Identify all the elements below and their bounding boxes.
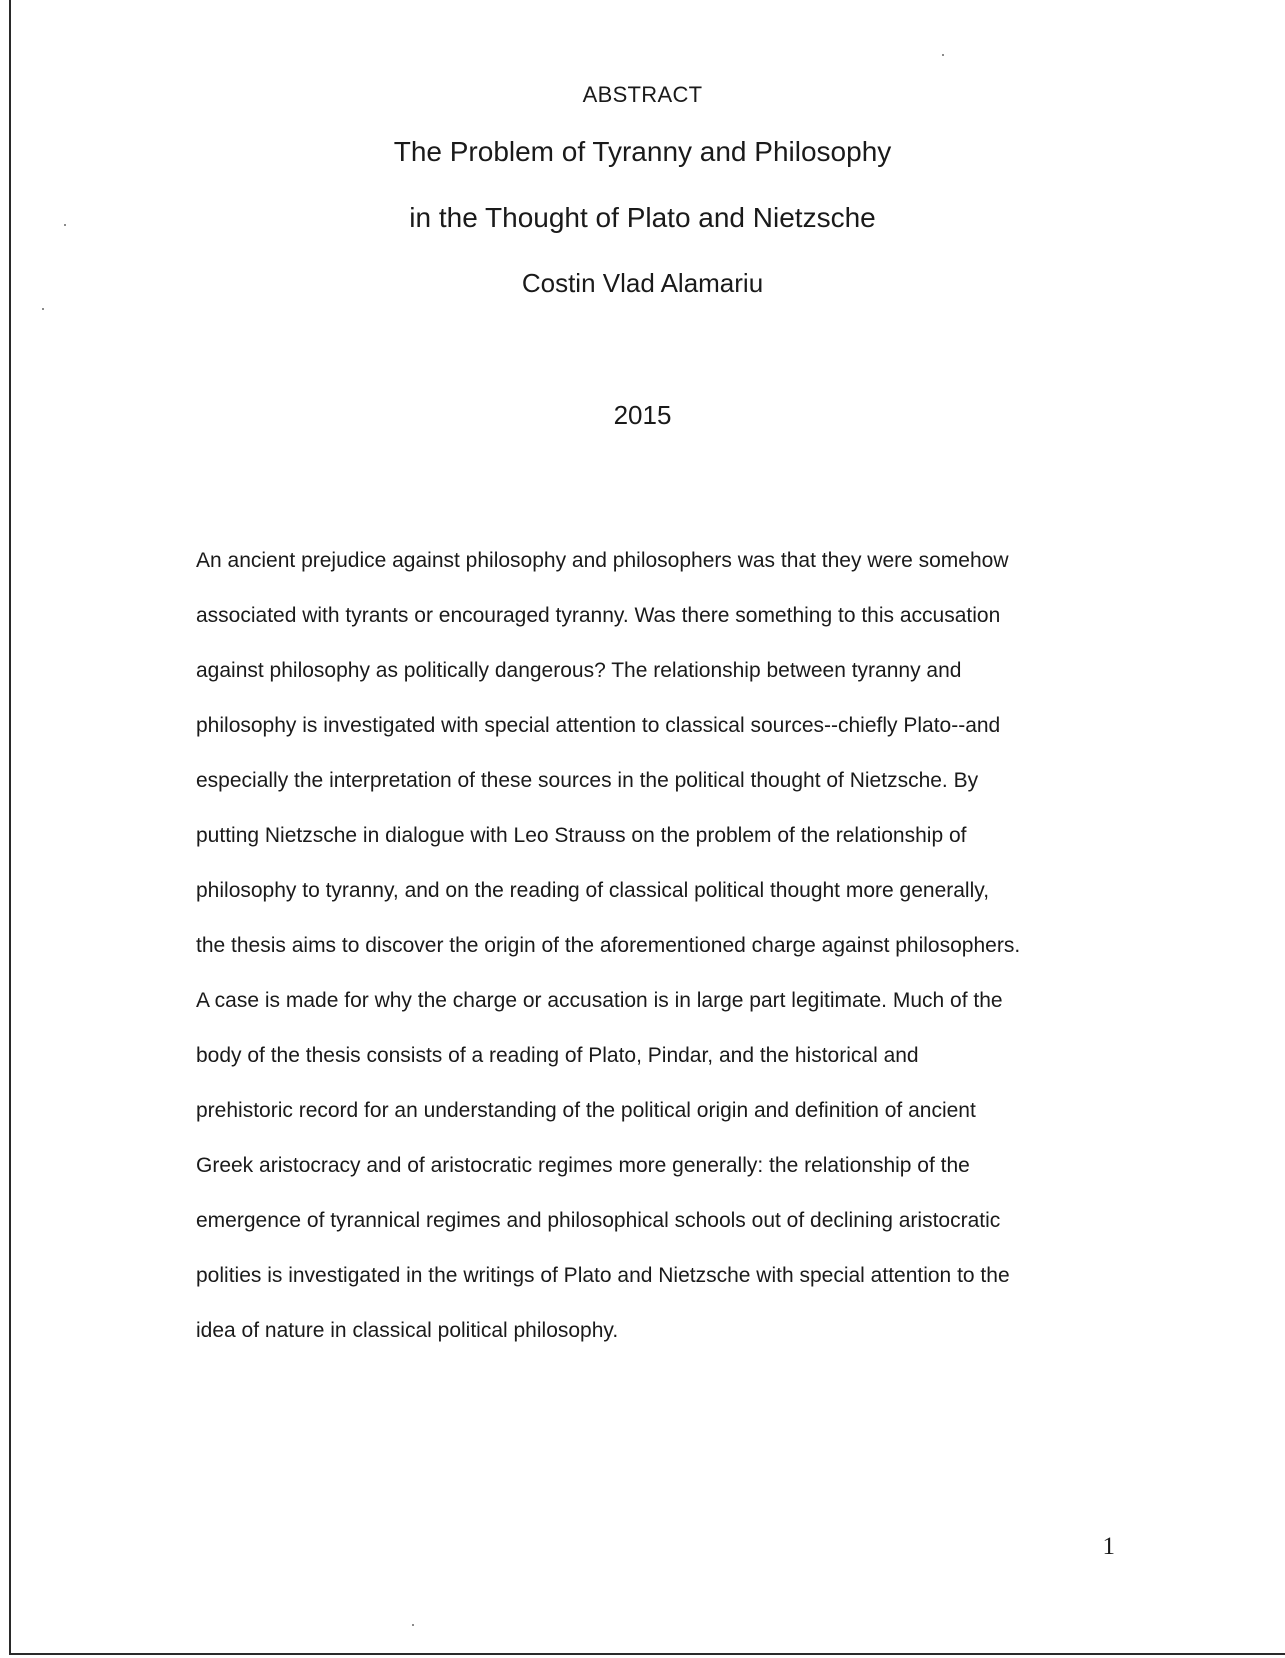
abstract-line: against philosophy as politically dangerous? The relationship between tyranny and [196, 659, 962, 682]
abstract-line: emergence of tyrannical regimes and philosophical schools out of declining aristocratic [196, 1209, 1001, 1232]
abstract-line: putting Nietzsche in dialogue with Leo Strauss on the problem of the relationship of [196, 824, 967, 847]
scan-border-left [9, 0, 11, 1655]
page-number: 1 [1102, 1533, 1115, 1560]
abstract-line: A case is made for why the charge or accusation is in large part legitimate. Much of the [196, 989, 1003, 1012]
abstract-line: idea of nature in classical political philosophy. [196, 1319, 619, 1342]
scan-speck [942, 54, 944, 56]
scan-border-bottom [9, 1653, 1285, 1655]
abstract-line: philosophy to tyranny, and on the reading of classical political thought more generally, [196, 879, 990, 902]
abstract-line: prehistoric record for an understanding of the political origin and definition of ancient [196, 1099, 976, 1122]
abstract-body [196, 548, 1256, 1373]
publication-year: 2015 [613, 400, 672, 430]
abstract-line: An ancient prejudice against philosophy and philosophers was that they were somehow [196, 549, 1009, 572]
abstract-heading: ABSTRACT [582, 82, 703, 107]
scan-speck [412, 1624, 414, 1626]
title-line-2: in the Thought of Plato and Nietzsche [409, 202, 876, 233]
author-name: Costin Vlad Alamariu [521, 268, 764, 298]
abstract-line: polities is investigated in the writings of Plato and Nietzsche with special attention to the [196, 1264, 1010, 1287]
abstract-line: Greek aristocracy and of aristocratic regimes more generally: the relationship of the [196, 1154, 970, 1177]
abstract-line: philosophy is investigated with special attention to classical sources--chiefly Plato--and [196, 714, 1001, 737]
abstract-line: especially the interpretation of these sources in the political thought of Nietzsche. By [196, 769, 979, 792]
title-line-1: The Problem of Tyranny and Philosophy [393, 136, 892, 167]
abstract-line: associated with tyrants or encouraged tyranny. Was there something to this accusation [196, 604, 1001, 627]
scan-speck [42, 308, 44, 310]
abstract-line: the thesis aims to discover the origin of the aforementioned charge against philosophers. [196, 934, 1021, 957]
abstract-line: body of the thesis consists of a reading of Plato, Pindar, and the historical and [196, 1044, 919, 1067]
